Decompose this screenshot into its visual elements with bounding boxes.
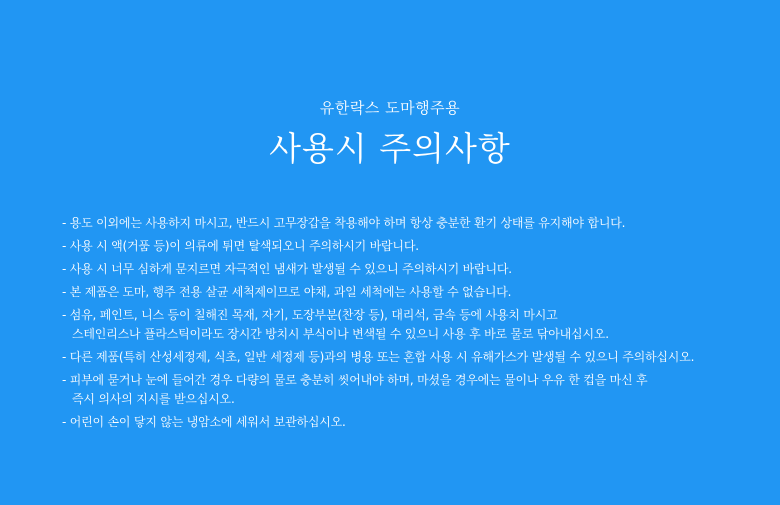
product-subtitle: 유한락스 도마행주용 bbox=[319, 99, 461, 117]
caution-text: - 사용 시 액(거품 등)이 의류에 튀면 탈색되오니 주의하시기 바랍니다. bbox=[62, 239, 419, 253]
caution-item bbox=[62, 413, 768, 432]
caution-item bbox=[62, 237, 768, 256]
caution-text: - 사용 시 너무 심하게 문지르면 자극적인 냄새가 발생될 수 있으니 주의하시기 바랍니다. bbox=[62, 262, 512, 276]
caution-list bbox=[62, 214, 768, 436]
caution-item bbox=[62, 283, 768, 302]
caution-text: - 어린이 손이 닿지 않는 냉암소에 세워서 보관하십시오. bbox=[62, 415, 346, 429]
page-title: 사용시 주의사항 bbox=[269, 129, 511, 168]
caution-item bbox=[62, 260, 768, 279]
caution-text: - 본 제품은 도마, 행주 전용 살균 세척제이므로 야채, 과일 세척에는 사용할 수 없습니다. bbox=[62, 285, 512, 299]
caution-item bbox=[62, 214, 768, 233]
caution-text: - 섬유, 페인트, 니스 등이 칠해진 목재, 자기, 도장부분(찬장 등), 대리석, 금속 등에 사용치 마시고 bbox=[62, 308, 558, 322]
caution-item bbox=[62, 348, 768, 367]
caution-text: - 용도 이외에는 사용하지 마시고, 반드시 고무장갑을 착용해야 하며 항상 충분한 환기 상태를 유지해야 합니다. bbox=[62, 216, 626, 230]
caution-text-continued: 즉시 의사의 지시를 받으십시오. bbox=[72, 392, 235, 406]
caution-text-continued: 스테인리스나 플라스틱이라도 장시간 방치시 부식이나 변색될 수 있으니 사용 후 바로 물로 닦아내십시오. bbox=[72, 327, 609, 341]
caution-item bbox=[62, 371, 768, 409]
caution-text: - 피부에 묻거나 눈에 들어간 경우 다량의 물로 충분히 씻어내야 하며, 마셨을 경우에는 물이나 우유 한 컵을 마신 후 bbox=[62, 373, 648, 387]
caution-item bbox=[62, 306, 768, 344]
caution-text: - 다른 제품(특히 산성세정제, 식초, 일반 세정제 등)과의 병용 또는 혼합 사용 시 유해가스가 발생될 수 있으니 주의하십시오. bbox=[62, 350, 695, 364]
